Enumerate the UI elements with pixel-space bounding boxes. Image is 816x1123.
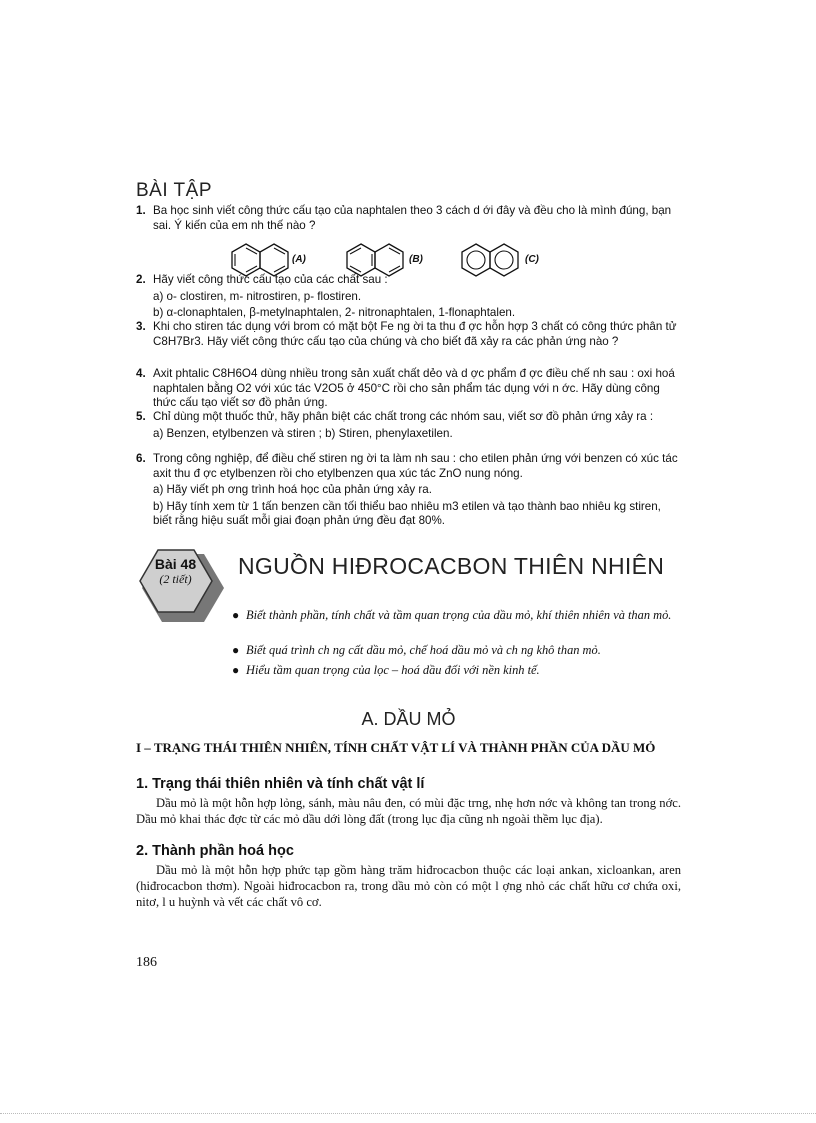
structure-label-b: (B) bbox=[409, 254, 423, 265]
exercise-4 bbox=[136, 367, 681, 411]
exercise-5 bbox=[136, 410, 681, 441]
lesson-duration: (2 tiết) bbox=[159, 572, 192, 586]
exercise-number: 1. bbox=[136, 204, 146, 217]
objective-text: Biết quá trình ch ng cất dầu mỏ, chế hoá dầu mỏ và ch ng khô than mỏ. bbox=[246, 643, 601, 657]
exercise-text: Axit phtalic C8H6O4 dùng nhiều trong sản xuất chất dẻo và d ợc phẩm đ ợc điều chế nh sau : oxi hoá naphtalen bằng O2 với xúc tác V2O5 ở 450°C rồi cho sản phẩm tác dụng với n ớc. Hãy dùng công thức cấu tạo viết sơ đồ phản ứng. bbox=[153, 367, 675, 410]
paragraph-1: Dầu mỏ là một hỗn hợp lỏng, sánh, màu nâu đen, có mùi đặc trng, nhẹ hơn nớc và không tan trong nớc. Dầu mỏ khai thác đợc từ các mỏ dầu dới lòng đất (trong lục địa cũng nh ngoài thềm lục địa). bbox=[136, 796, 681, 826]
section-heading-i: I – TRẠNG THÁI THIÊN NHIÊN, TÍNH CHẤT VẬT LÍ VÀ THÀNH PHẦN CỦA DẦU MỎ bbox=[136, 740, 656, 755]
subheading-1: 1. Trạng thái thiên nhiên và tính chất vật lí bbox=[136, 776, 425, 792]
objective-1 bbox=[232, 608, 682, 623]
exercise-2 bbox=[136, 273, 681, 321]
exercise-text: Khi cho stiren tác dụng với brom có mặt bột Fe ng ời ta thu đ ợc hỗn hợp 3 chất có công thức phân tử C8H7Br3. Hãy viết công thức cấu tạo của chúng và cho biết đã xảy ra các phản ứng nào ? bbox=[153, 320, 677, 348]
objective-2 bbox=[232, 643, 682, 658]
lesson-number: Bài 48 bbox=[154, 556, 197, 572]
exercises-heading: BÀI TẬP bbox=[136, 180, 213, 201]
exercise-text: Chỉ dùng một thuốc thử, hãy phân biệt các chất trong các nhóm sau, viết sơ đồ phản ứng xảy ra : bbox=[153, 410, 654, 423]
bullet-icon: ● bbox=[232, 643, 240, 657]
objective-text: Biết thành phần, tính chất và tầm quan trọng của dầu mỏ, khí thiên nhiên và than mỏ. bbox=[246, 608, 672, 622]
subheading-2: 2. Thành phần hoá học bbox=[136, 843, 294, 859]
page-number: 186 bbox=[136, 955, 157, 970]
structure-label-a: (A) bbox=[292, 254, 306, 265]
exercise-1 bbox=[136, 204, 681, 233]
exercise-number: 2. bbox=[136, 273, 146, 286]
exercise-sub-b: b) α-clonaphtalen, β-metylnaphtalen, 2- nitronaphtalen, 1-flonaphtalen. bbox=[153, 306, 516, 320]
exercise-text: Ba học sinh viết công thức cấu tạo của naphtalen theo 3 cách d ới đây và đều cho là mình đúng, bạn sai. Ý kiến của em nh thế nào ? bbox=[153, 204, 672, 232]
exercise-text: Hãy viết công thức cấu tạo của các chất sau : bbox=[153, 273, 388, 286]
exercise-sub-b: b) Hãy tính xem từ 1 tấn benzen cần tối thiểu bao nhiêu m3 etilen và tạo thành bao nhiêu kg stiren, biết rằng hiệu suất mỗi giai đoạn phản ứng đều đạt 80%. bbox=[153, 499, 661, 528]
lesson-badge bbox=[138, 548, 226, 624]
exercise-3 bbox=[136, 320, 681, 349]
exercise-6 bbox=[136, 452, 681, 529]
paragraph-2: Dầu mỏ là một hỗn hợp phức tạp gồm hàng trăm hiđrocacbon thuộc các loại ankan, xicloankan, aren (hiđrocacbon thơm). Ngoài hiđrocacbon ra, trong dầu mỏ còn có một l ợng nhỏ các chất hữu cơ chứa oxi, nitơ, l u huỳnh và vết các chất vô cơ. bbox=[136, 863, 681, 909]
exercise-sub-a: a) Hãy viết ph ơng trình hoá học của phản ứng xảy ra. bbox=[153, 483, 432, 497]
objective-text: Hiểu tầm quan trọng của lọc – hoá dầu đối với nền kinh tế. bbox=[246, 663, 540, 677]
bullet-icon: ● bbox=[232, 663, 240, 677]
exercise-number: 5. bbox=[136, 410, 146, 423]
bottom-divider bbox=[0, 1113, 816, 1114]
section-heading-a: A. DẦU MỎ bbox=[361, 709, 456, 729]
bullet-icon: ● bbox=[232, 608, 240, 622]
exercise-sub-a: a) Benzen, etylbenzen và stiren ; b) Stiren, phenylaxetilen. bbox=[153, 426, 453, 440]
exercise-number: 4. bbox=[136, 367, 146, 380]
lesson-title: NGUỒN HIĐROCACBON THIÊN NHIÊN bbox=[238, 553, 665, 579]
exercise-number: 3. bbox=[136, 320, 146, 333]
exercise-text: Trong công nghiệp, để điều chế stiren ng ời ta làm nh sau : cho etilen phản ứng với benzen có xúc tác axit thu đ ợc etylbenzen rồi cho etylbenzen qua xúc tác ZnO nung nóng. bbox=[153, 452, 678, 480]
exercise-number: 6. bbox=[136, 452, 146, 465]
structure-label-c: (C) bbox=[525, 254, 539, 265]
objective-3 bbox=[232, 663, 682, 678]
exercise-sub-a: a) o- clostiren, m- nitrostiren, p- flostiren. bbox=[153, 289, 362, 303]
